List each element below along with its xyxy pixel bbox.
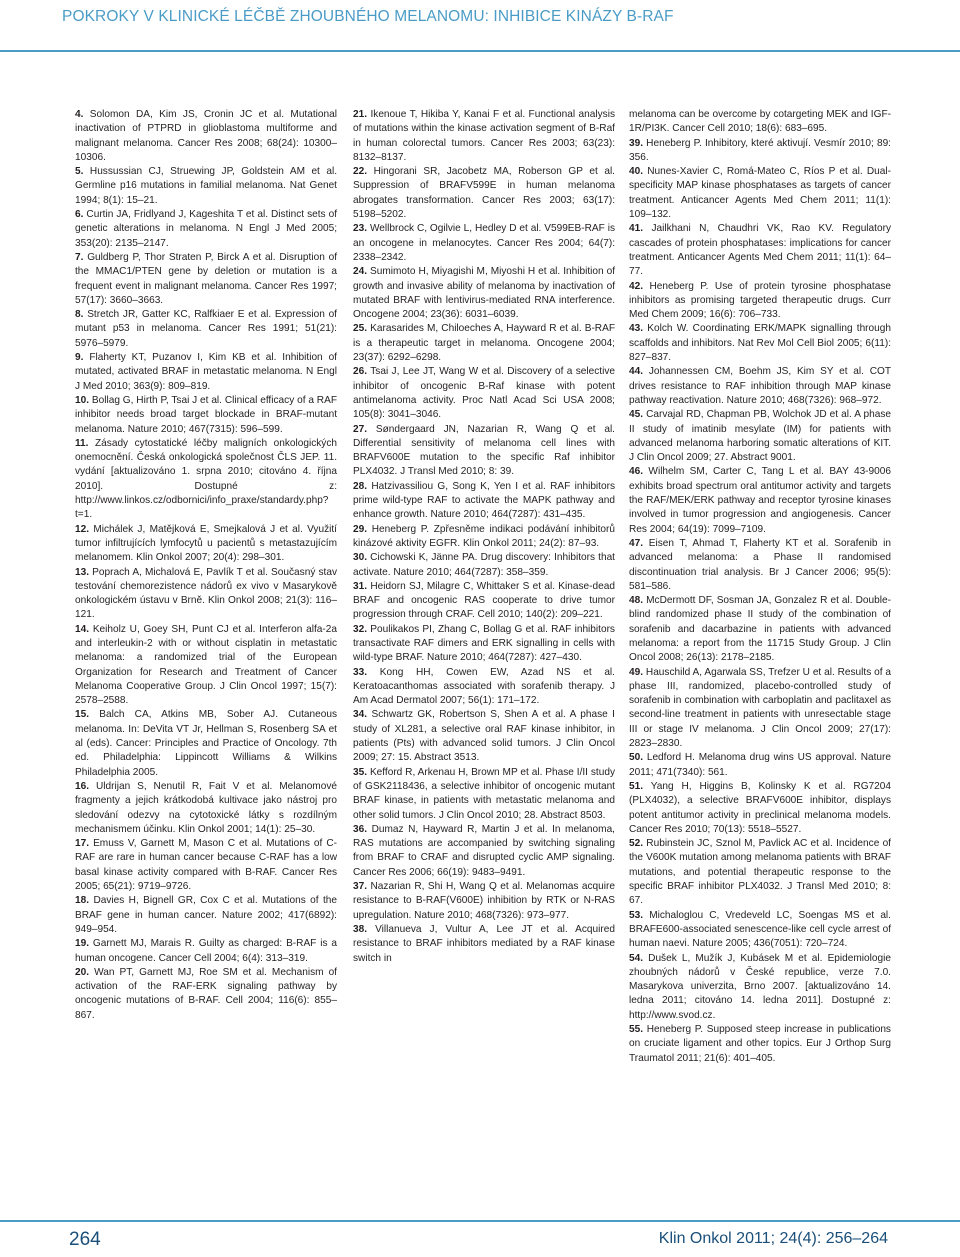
reference-number: 19.	[75, 938, 90, 950]
reference-text: Carvajal RD, Chapman PB, Wolchok JD et al. A phase II study of imatinib mesylate (IM) for patients with advanced melanoma harboring somatic alterations of KIT. J Clin Oncol 2009; 27. Abstract 9001.	[629, 409, 891, 464]
reference-text: Michálek J, Matějková E, Smejkalová J et al. Využití tumor infiltrujících lymfocytů u pacientů s metastazujícím melanomem. Klin Onkol 2007; 20(4): 298–301.	[75, 523, 337, 564]
reference-number: 10.	[75, 394, 90, 406]
reference-number: 29.	[353, 523, 368, 535]
reference-number: 36.	[353, 823, 368, 835]
reference-number: 46.	[629, 466, 644, 478]
reference-item	[629, 1023, 891, 1066]
reference-number: 28.	[353, 480, 368, 492]
reference-item	[353, 165, 615, 222]
reference-number: 15.	[75, 709, 90, 721]
reference-number: 12.	[75, 523, 90, 535]
header-divider	[0, 50, 960, 52]
references-column-2	[353, 108, 615, 966]
reference-text: Poulikakos PI, Zhang C, Bollag G et al. RAF inhibitors transactivate RAF dimers and ERK signalling in cells with wild-type BRAF. Nature 2010; 464(7287): 427–430.	[353, 623, 615, 664]
reference-number: 47.	[629, 537, 644, 549]
reference-item	[629, 465, 891, 536]
reference-item	[353, 580, 615, 623]
reference-item	[353, 880, 615, 923]
reference-text: Schwartz GK, Robertson S, Shen A et al. A phase I study of XL281, a selective oral RAF kinase inhibitor, in patients (Pts) with advanced solid tumors. J Clin Oncol 2009; 27: 15. Abstract 3513.	[353, 709, 615, 764]
reference-item	[629, 322, 891, 365]
reference-item	[75, 937, 337, 966]
page-number: 264	[69, 1229, 101, 1250]
reference-item	[629, 165, 891, 222]
reference-text: Nunes-Xavier C, Romá-Mateo C, Ríos P et al. Dual-specificity MAP kinase phosphatases as targets of cancer treatment. Anticancer Agents Med Chem 2011; 11(1): 109–132.	[629, 166, 891, 221]
reference-number: 17.	[75, 838, 90, 850]
reference-number: 52.	[629, 838, 644, 850]
reference-item	[629, 780, 891, 837]
reference-number: 44.	[629, 366, 644, 378]
reference-text: Flaherty KT, Puzanov I, Kim KB et al. Inhibition of mutated, activated BRAF in metastatic melanoma. N Engl J Med 2010; 363(9): 809–819.	[75, 352, 337, 392]
reference-number: 53.	[629, 909, 644, 921]
reference-number: 51.	[629, 780, 644, 792]
reference-item	[353, 623, 615, 666]
reference-text: Rubinstein JC, Sznol M, Pavlick AC et al. Incidence of the V600K mutation among melanoma patients with BRAF mutations, and potential therapeutic response to the specific BRAF inhibitor PLX4032. J Transl Med 2010; 8: 67.	[629, 838, 891, 907]
reference-text: Kolch W. Coordinating ERK/MAPK signalling through scaffolds and inhibitors. Nat Rev Mol Cell Biol 2005; 6(11): 827–837.	[629, 323, 891, 364]
reference-text: Heneberg P. Use of protein tyrosine phosphatase inhibitors as promising targeted therapeutic drugs. Curr Med Chem 2009; 16(6): 706–733.	[629, 280, 891, 321]
reference-text: Søndergaard JN, Nazarian R, Wang Q et al. Differential sensitivity of melanoma cell lines with BRAFV600E mutation to the specific Raf inhibitor PLX4032. J Transl Med 2010; 8: 39.	[353, 423, 615, 478]
reference-number: 38.	[353, 923, 368, 935]
reference-number: 27.	[353, 423, 368, 435]
reference-item	[353, 322, 615, 365]
reference-item	[353, 923, 615, 966]
reference-text: Guldberg P, Thor Straten P, Birck A et al. Disruption of the MMAC1/PTEN gene by deletion or mutation is a frequent event in malignant melanoma. Cancer Res 1997; 57(17): 3660–3663.	[75, 251, 338, 306]
reference-item	[353, 823, 615, 880]
reference-item	[629, 108, 891, 137]
reference-text: Yang H, Higgins B, Kolinsky K et al. RG7204 (PLX4032), a selective BRAFV600E inhibitor, displays potent antitumor activity in preclinical melanoma models. Cancer Res 2010; 70(13): 5518–5527.	[629, 780, 892, 835]
reference-text: Balch CA, Atkins MB, Sober AJ. Cutaneous melanoma. In: DeVita VT Jr, Hellman S, Rosenberg SA et al (eds). Cancer: Principles and Practice of Oncology. 7th ed. Philadelphia: Lippincott Williams & Wilkins Philadelphia 2005.	[75, 709, 338, 778]
reference-number: 50.	[629, 752, 644, 764]
reference-text: Davies H, Bignell GR, Cox C et al. Mutations of the BRAF gene in human cancer. Nature 2002; 417(6892): 949–954.	[75, 895, 337, 935]
reference-text: Dumaz N, Hayward R, Martin J et al. In melanoma, RAS mutations are accompanied by switching signaling from BRAF to CRAF and disrupted cyclic AMP signaling. Cancer Res 2006; 66(19): 9483–9491.	[353, 823, 615, 878]
reference-number: 34.	[353, 709, 368, 721]
reference-number: 40.	[629, 166, 644, 178]
reference-item	[75, 251, 337, 308]
reference-number: 42.	[629, 280, 644, 292]
reference-text: Ikenoue T, Hikiba Y, Kanai F et al. Functional analysis of mutations within the kinase activation segment of B-Raf in human colorectal tumors. Cancer Res 2003; 63(23): 8132–8137.	[353, 109, 615, 163]
reference-text: Wan PT, Garnett MJ, Roe SM et al. Mechanism of activation of the RAF-ERK signaling pathway by oncogenic mutations of B-RAF. Cell 2004; 116(6): 855–867.	[75, 966, 337, 1021]
reference-text: Sumimoto H, Miyagishi M, Miyoshi H et al. Inhibition of growth and invasive ability of melanoma by inactivation of mutated BRAF with lentivirus-mediated RNA interference. Oncogene 2004; 23(36): 6031–6039.	[353, 266, 615, 321]
reference-number: 20.	[75, 966, 90, 978]
reference-text: Heneberg P. Inhibitory, které aktivují. Vesmír 2010; 89: 356.	[629, 137, 891, 163]
reference-number: 39.	[629, 137, 644, 149]
reference-item	[353, 423, 615, 480]
reference-number: 31.	[353, 580, 368, 592]
reference-text: melanoma can be overcome by cotargeting MEK and IGF-1R/PI3K. Cancer Cell 2010; 18(6): 683–695.	[629, 109, 891, 135]
reference-number: 32.	[353, 623, 368, 635]
references-column-1	[75, 108, 337, 1023]
reference-number: 25.	[353, 323, 368, 335]
reference-text: Uldrijan S, Nenutil R, Fait V et al. Melanomové fragmenty a jejich krátkodobá kultivace jako nástroj pro sledování odezvy na cytotoxické látky s rozdílným mechanismem účinku. Klin Onkol 2001; 14(1): 25–30.	[75, 780, 337, 835]
reference-item	[629, 537, 891, 594]
reference-text: Heidorn SJ, Milagre C, Whittaker S et al. Kinase-dead BRAF and oncogenic RAS cooperate to drive tumor progression through CRAF. Cell 2010; 140(2): 209–221.	[353, 580, 615, 621]
reference-item	[75, 108, 337, 165]
reference-number: 21.	[353, 109, 368, 120]
reference-item	[353, 222, 615, 265]
reference-item	[629, 222, 891, 279]
reference-number: 54.	[629, 952, 644, 964]
reference-text: Wilhelm SM, Carter C, Tang L et al. BAY 43-9006 exhibits broad spectrum oral antitumor activity and targets the RAF/MEK/ERK pathway and receptor tyrosine kinases involved in tumor progression and angiogenesis. Cancer Res 2004; 64(19): 7099–7109.	[629, 466, 891, 535]
reference-item	[353, 265, 615, 322]
reference-number: 9.	[75, 352, 84, 364]
reference-text: Stretch JR, Gatter KC, Ralfkiaer E et al. Expression of mutant p53 in melanoma. Cancer Res 1991; 51(21): 5976–5979.	[75, 309, 337, 349]
reference-text: Curtin JA, Fridlyand J, Kageshita T et al. Distinct sets of genetic alterations in melanoma. N Engl J Med 2005; 353(20): 2135–2147.	[75, 209, 337, 249]
reference-text: Dušek L, Mužík J, Kubásek M et al. Epidemiologie zhoubných nádorů v České republice, verze 7.0. Masarykova univerzita, Brno 2007. [aktualizováno 14. ledna 2011; citováno 14. ledna 2011]. Dostupné z: http://www.svod.cz.	[629, 952, 891, 1021]
reference-number: 37.	[353, 881, 368, 893]
reference-item	[75, 708, 337, 779]
reference-number: 45.	[629, 409, 644, 421]
reference-number: 33.	[353, 666, 368, 678]
reference-item	[75, 437, 337, 523]
reference-text: Johannessen CM, Boehm JS, Kim SY et al. COT drives resistance to RAF inhibition through MAP kinase pathway reactivation. Nature 2010; 468(7326): 968–972.	[629, 366, 891, 406]
reference-item	[353, 365, 615, 422]
reference-item	[353, 480, 615, 523]
reference-item	[353, 666, 615, 709]
reference-item	[629, 137, 891, 166]
reference-number: 16.	[75, 780, 90, 792]
reference-number: 35.	[353, 766, 368, 778]
reference-text: Solomon DA, Kim JS, Cronin JC et al. Mutational inactivation of PTPRD in glioblastoma multiforme and malignant melanoma. Cancer Res 2008; 68(24): 10300–10306.	[75, 109, 337, 163]
reference-text: Michaloglou C, Vredeveld LC, Soengas MS et al. BRAFE600-associated senescence-like cell cycle arrest of human naevi. Nature 2005; 436(7051): 720–724.	[629, 909, 891, 950]
reference-item	[75, 566, 337, 623]
reference-number: 13.	[75, 566, 90, 578]
reference-number: 5.	[75, 166, 84, 178]
reference-text: McDermott DF, Sosman JA, Gonzalez R et al. Double-blind randomized phase II study of the combination of sorafenib and dacarbazine in patients with advanced melanoma: a report from the 11715 Study Group. J Clin Oncol 2008; 26(13): 2178–2185.	[629, 595, 891, 664]
footer-divider	[0, 1220, 960, 1222]
reference-item	[353, 523, 615, 552]
reference-text: Emuss V, Garnett M, Mason C et al. Mutations of C-RAF are rare in human cancer because C-RAF has a low basal kinase activity compared with B-RAF. Cancer Res 2005; 65(21): 9719–9726.	[75, 838, 337, 893]
reference-item	[75, 523, 337, 566]
reference-text: Villanueva J, Vultur A, Lee JT et al. Acquired resistance to BRAF inhibitors mediated by a RAF kinase switch in	[353, 923, 615, 964]
reference-number: 7.	[75, 251, 84, 263]
reference-item	[75, 394, 337, 437]
reference-item	[75, 351, 337, 394]
reference-number: 18.	[75, 895, 90, 907]
reference-text: Kong HH, Cowen EW, Azad NS et al. Keratoacanthomas associated with sorafenib therapy. J Am Acad Dermatol 2007; 56(1): 171–172.	[353, 666, 615, 707]
reference-text: Nazarian R, Shi H, Wang Q et al. Melanomas acquire resistance to B-RAF(V600E) inhibition by RTK or N-RAS upregulation. Nature 2010; 468(7326): 973–977.	[353, 881, 615, 921]
reference-number: 22.	[353, 166, 368, 178]
reference-item	[353, 551, 615, 580]
reference-text: Hatzivassiliou G, Song K, Yen I et al. RAF inhibitors prime wild-type RAF to activate the MAPK pathway and enhance growth. Nature 2010; 464(7287): 431–435.	[353, 480, 615, 521]
reference-item	[629, 408, 891, 465]
reference-item	[75, 780, 337, 837]
reference-text: Tsai J, Lee JT, Wang W et al. Discovery of a selective inhibitor of oncogenic B-Raf kinase with potent antimelanoma activity. Proc Natl Acad Sci USA 2008; 105(8): 3041–3046.	[353, 366, 615, 421]
reference-item	[629, 751, 891, 780]
reference-number: 8.	[75, 309, 84, 321]
reference-item	[629, 666, 891, 752]
reference-item	[629, 909, 891, 952]
reference-text: Eisen T, Ahmad T, Flaherty KT et al. Sorafenib in advanced melanoma: a Phase II randomised discontinuation trial analysis. Br J Cancer 2006; 95(5): 581–586.	[629, 537, 891, 592]
reference-item	[629, 594, 891, 665]
reference-text: Bollag G, Hirth P, Tsai J et al. Clinical efficacy of a RAF inhibitor needs broad target blockade in BRAF-mutant melanoma. Nature 2010; 467(7315): 596–599.	[75, 394, 337, 435]
reference-text: Zásady cytostatické léčby maligních onkologických onemocnění. Česká onkologická společnost ČLS JEP. 11. vydání [aktualizováno 1. srpna 2010; citováno 4. října 2010]. Dostupné z: http://www.linkos.cz/odbornici/info_praxe/standardy.php?t=1.	[75, 437, 338, 521]
reference-number: 48.	[629, 595, 644, 607]
reference-item	[629, 280, 891, 323]
reference-text: Cichowski K, Jänne PA. Drug discovery: Inhibitors that activate. Nature 2010; 464(7287): 358–359.	[353, 552, 615, 578]
reference-number: 41.	[629, 223, 644, 235]
reference-item	[75, 208, 337, 251]
reference-number: 30.	[353, 552, 368, 564]
reference-number: 55.	[629, 1024, 644, 1035]
reference-text: Karasarides M, Chiloeches A, Hayward R et al. B-RAF is a therapeutic target in melanoma. Oncogene 2004; 23(37): 6292–6298.	[353, 323, 615, 364]
reference-item	[353, 708, 615, 765]
reference-number: 11.	[75, 437, 89, 449]
page-header-title: POKROKY V KLINICKÉ LÉČBĚ ZHOUBNÉHO MELANOMU: INHIBICE KINÁZY B-RAF	[62, 8, 674, 25]
reference-number: 24.	[353, 266, 368, 278]
reference-number: 26.	[353, 366, 368, 378]
reference-item	[75, 837, 337, 894]
reference-text: Hauschild A, Agarwala SS, Trefzer U et al. Results of a phase III, randomized, placebo-controlled study of sorafenib in combination with carboplatin and paclitaxel as second-line treatment in patients with unresectable stage III or stage IV melanoma. J Clin Oncol 2009; 27(17): 2823–2830.	[629, 666, 891, 750]
reference-item	[629, 837, 891, 908]
reference-text: Jailkhani N, Chaudhri VK, Rao KV. Regulatory cascades of protein phosphatases: implications for cancer treatment. Anticancer Agents Med Chem 2011; 11(1): 64–77.	[629, 223, 891, 278]
reference-text: Wellbrock C, Ogilvie L, Hedley D et al. V599EB-RAF is an oncogene in melanocytes. Cancer Res 2004; 64(7): 2338–2342.	[353, 223, 615, 263]
reference-text: Hussussian CJ, Struewing JP, Goldstein AM et al. Germline p16 mutations in familial melanoma. Nat Genet 1994; 8(1): 15–21.	[75, 166, 337, 206]
reference-item	[629, 365, 891, 408]
reference-number: 4.	[75, 109, 84, 120]
reference-text: Hingorani SR, Jacobetz MA, Roberson GP et al. Suppression of BRAFV599E in human melanoma abrogates transformation. Cancer Res 2003; 63(17): 5198–5202.	[353, 166, 615, 221]
reference-text: Heneberg P. Supposed steep increase in publications on cruciate ligament and other topics. Eur J Orthop Surg Traumatol 2011; 21(6): 401–405.	[629, 1024, 891, 1064]
reference-text: Garnett MJ, Marais R. Guilty as charged: B-RAF is a human oncogene. Cancer Cell 2004; 6(4): 313–319.	[75, 938, 337, 964]
references-column-3	[629, 108, 891, 1066]
reference-item	[629, 952, 891, 1023]
reference-text: Poprach A, Michalová E, Pavlík T et al. Současný stav testování chemorezistence nádorů ex vivo v Masarykově onkologickém ústavu v Brně. Klin Onkol 2008; 21(3): 116–121.	[75, 566, 337, 621]
reference-text: Heneberg P. Zpřesněme indikaci podávání inhibitorů kinázové aktivity EGFR. Klin Onkol 2011; 24(2): 87–93.	[353, 523, 615, 549]
reference-item	[75, 966, 337, 1023]
reference-text: Kefford R, Arkenau H, Brown MP et al. Phase I/II study of GSK2118436, a selective inhibitor of oncogenic mutant BRAF kinase, in patients with metastatic melanoma and other solid tumors. J Clin Oncol 2010; 28. Abstract 8503.	[353, 766, 615, 821]
journal-citation: Klin Onkol 2011; 24(4): 256–264	[658, 1230, 888, 1247]
reference-item	[75, 623, 337, 709]
reference-item	[353, 108, 615, 165]
reference-item	[75, 165, 337, 208]
reference-text: Keiholz U, Goey SH, Punt CJ et al. Interferon alfa-2a and interleukin-2 with or without cisplatin in metastatic melanoma: a randomized trial of the European Organization for Research and Treatment of Cancer Melanoma Cooperative Group. J Clin Oncol 1997; 15(7): 2578–2588.	[75, 623, 337, 707]
reference-item	[75, 308, 337, 351]
reference-number: 23.	[353, 223, 368, 235]
reference-item	[353, 766, 615, 823]
reference-number: 14.	[75, 623, 90, 635]
reference-item	[75, 894, 337, 937]
reference-number: 49.	[629, 666, 644, 678]
reference-number: 6.	[75, 209, 84, 221]
reference-number: 43.	[629, 323, 644, 335]
reference-text: Ledford H. Melanoma drug wins US approval. Nature 2011; 471(7340): 561.	[629, 752, 891, 778]
